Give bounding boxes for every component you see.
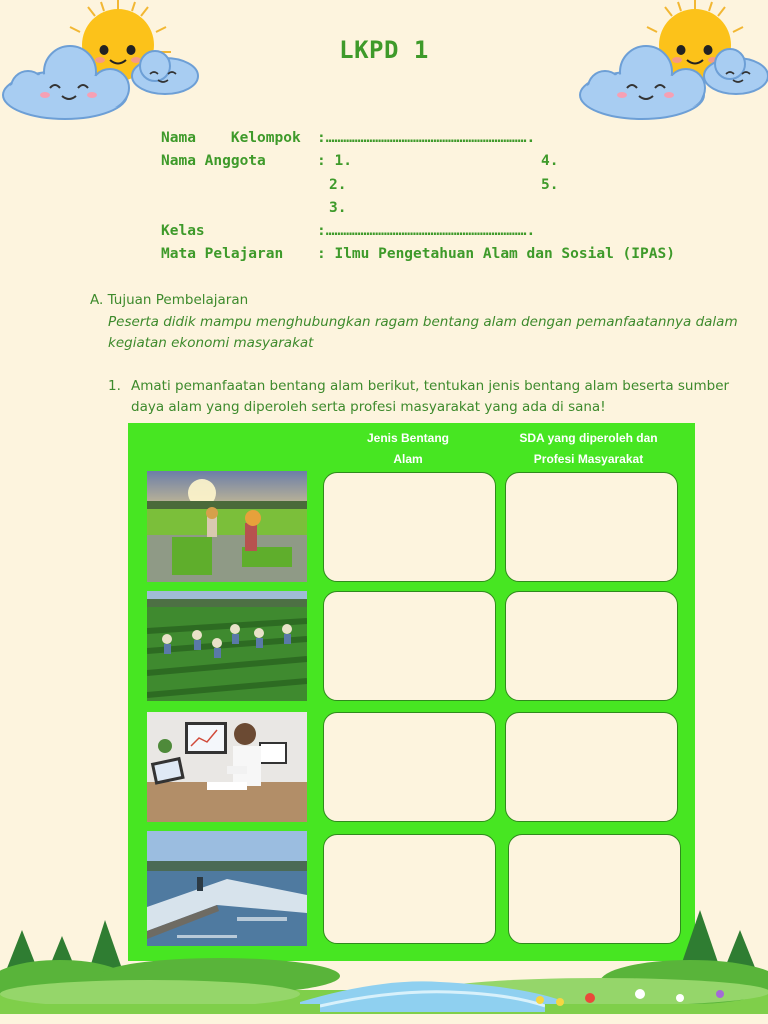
rice-field-photo bbox=[147, 471, 307, 582]
worksheet-table-panel bbox=[128, 423, 695, 961]
anggota-1-field[interactable]: : 1. bbox=[317, 153, 352, 169]
tea-plantation-photo bbox=[147, 591, 307, 701]
anggota-4-field[interactable]: 4. bbox=[541, 153, 559, 169]
section-a-text-line2: kegiatan ekonomi masyarakat bbox=[108, 335, 314, 351]
anggota-2-field[interactable]: 2. bbox=[329, 177, 347, 193]
section-a-heading: A. Tujuan Pembelajaran bbox=[90, 292, 249, 308]
nama-kelompok-field[interactable]: :……………………………………………………………. bbox=[317, 130, 536, 146]
col-header-jenis-bentang-alam: Jenis Bentang Alam bbox=[366, 431, 450, 466]
col-header-sda-profesi: SDA yang diperoleh dan Profesi Masyarakat bbox=[519, 431, 658, 466]
anggota-3-field[interactable]: 3. bbox=[329, 200, 347, 216]
question-text-line2: daya alam yang diperoleh serta profesi masyarakat yang ada di sana! bbox=[131, 399, 606, 415]
mapel-label: Mata Pelajaran bbox=[161, 246, 284, 262]
answer-box-r1-sda[interactable] bbox=[505, 472, 678, 582]
answer-box-r1-jenis[interactable] bbox=[323, 472, 496, 582]
question-number: 1. bbox=[108, 378, 121, 394]
office-worker-photo bbox=[147, 712, 307, 822]
mapel-value: : Ilmu Pengetahuan Alam dan Sosial (IPAS) bbox=[317, 246, 675, 262]
answer-box-r2-jenis[interactable] bbox=[323, 591, 496, 701]
page-title: LKPD 1 bbox=[339, 36, 429, 64]
landscape-footer-icon bbox=[0, 890, 768, 1024]
kelas-field[interactable]: :……………………………………………………………. bbox=[317, 223, 536, 239]
answer-box-r3-sda[interactable] bbox=[505, 712, 678, 822]
nama-kelompok-label: Nama Kelompok bbox=[161, 130, 301, 146]
answer-box-r2-sda[interactable] bbox=[505, 591, 678, 701]
section-a-text-line1: Peserta didik mampu menghubungkan ragam bentang alam dengan pemanfaatannya dalam bbox=[108, 314, 738, 330]
anggota-5-field[interactable]: 5. bbox=[541, 177, 559, 193]
nama-anggota-label: Nama Anggota bbox=[161, 153, 266, 169]
answer-box-r3-jenis[interactable] bbox=[323, 712, 496, 822]
question-text-line1: Amati pemanfaatan bentang alam berikut, tentukan jenis bentang alam beserta sumber bbox=[131, 378, 730, 394]
kelas-label: Kelas bbox=[161, 223, 205, 239]
